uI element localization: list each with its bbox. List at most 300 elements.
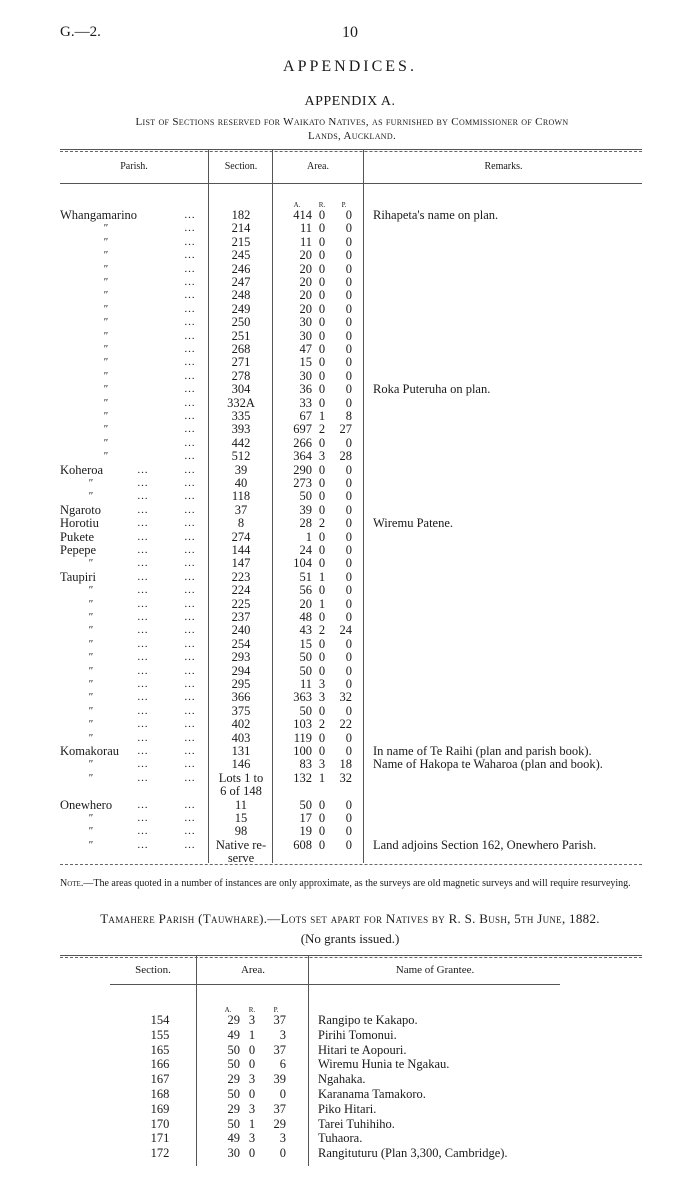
section-cell: 37	[234, 502, 248, 517]
leader-dots: …	[184, 235, 196, 248]
perches-cell: 0	[345, 811, 352, 825]
leader-dots: …	[184, 450, 196, 463]
roods-cell: 0	[248, 1042, 256, 1057]
acres-cell: 20	[299, 261, 312, 276]
table2-subcaption: (No grants issued.)	[300, 931, 400, 946]
perches-cell: 0	[345, 677, 352, 691]
roods-cell: 3	[248, 1131, 256, 1146]
acres-cell: 30	[299, 315, 312, 330]
perches-cell: 37	[273, 1101, 286, 1116]
perches-cell: 0	[345, 583, 352, 598]
leader-dots: …	[137, 678, 149, 690]
section-cell: 182	[231, 208, 251, 222]
roods-cell: 0	[318, 288, 326, 303]
note-text: —The areas quoted in a number of instances are only approximate, as the surveys are old magnetic surveys and will require resurveying.	[83, 878, 631, 889]
leader-dots: …	[137, 597, 149, 610]
table2-row	[0, 1057, 700, 1072]
acres-cell: 364	[293, 449, 312, 464]
leader-dots: …	[137, 557, 149, 570]
roods-cell: 0	[318, 435, 326, 450]
section-cell: 248	[231, 288, 251, 303]
perches-cell: 39	[273, 1072, 286, 1087]
roods-cell: 0	[318, 248, 326, 263]
section-cell: 402	[231, 717, 251, 732]
section-cell: 251	[231, 328, 251, 343]
leader-dots: …	[184, 356, 196, 369]
section-cell: 171	[150, 1131, 170, 1146]
acres-cell: 24	[299, 543, 312, 557]
acres-cell: 132	[293, 770, 312, 785]
section-cell: 249	[231, 301, 251, 316]
table1-header-rule	[60, 183, 642, 184]
section-cell: 247	[231, 275, 251, 289]
leader-dots: …	[137, 544, 149, 556]
leader-dots: …	[137, 570, 149, 583]
acres-cell: 20	[299, 248, 312, 263]
table1-row	[0, 369, 700, 383]
table1-row	[0, 570, 700, 584]
section-cell: 294	[231, 663, 251, 678]
table2-header-area: Area.	[240, 964, 266, 976]
acres-cell: 20	[299, 596, 312, 611]
leader-dots: …	[184, 463, 196, 476]
section-cell: 393	[231, 422, 251, 437]
section-cell: 169	[150, 1101, 170, 1116]
perches-cell: 0	[345, 382, 352, 397]
section-cell: 375	[231, 703, 251, 718]
roods-cell: 0	[318, 797, 326, 812]
parish-cell: Pepepe	[60, 543, 97, 557]
acres-cell: 48	[299, 610, 312, 624]
table1-note	[60, 877, 642, 890]
grantee-cell: Hitari te Aopouri.	[318, 1042, 407, 1057]
leader-dots: …	[184, 517, 196, 530]
leader-dots: …	[137, 704, 149, 717]
remarks-cell: Land adjoins Section 162, Onewhero Parish.	[373, 837, 597, 852]
roods-cell: 1	[318, 596, 326, 611]
parish-ditto-cell: "	[88, 611, 93, 623]
acres-cell: 17	[299, 811, 312, 825]
section-cell: 366	[231, 690, 251, 705]
parish-ditto-cell: "	[103, 436, 108, 449]
leader-dots: …	[184, 289, 196, 302]
section-cell: 295	[231, 677, 251, 691]
roods-cell: 0	[318, 315, 326, 330]
section-cell: 154	[150, 1013, 170, 1027]
perches-cell: 0	[345, 569, 352, 584]
table1-bottom-rule	[60, 864, 642, 865]
table2-header-section: Section.	[135, 964, 171, 976]
acres-cell: 273	[293, 476, 312, 490]
roods-cell: 0	[318, 543, 326, 557]
section-cell: 15	[234, 811, 248, 825]
table1-row	[0, 838, 700, 852]
section-cell: 224	[231, 583, 251, 598]
parish-ditto-cell: "	[88, 557, 93, 570]
parish-cell: Pukete	[60, 529, 95, 544]
perches-cell: 0	[345, 824, 352, 839]
leader-dots: …	[184, 329, 196, 342]
parish-cell: Whangamarino	[60, 208, 138, 222]
acres-cell: 50	[227, 1087, 240, 1101]
perches-cell: 3	[279, 1027, 286, 1042]
acres-cell: 104	[293, 556, 312, 571]
remarks-cell: In name of Te Raihi (plan and parish book).	[373, 744, 592, 758]
perches-cell: 0	[345, 556, 352, 571]
leader-dots: …	[184, 798, 196, 811]
grantee-cell: Tarei Tuhihiho.	[318, 1116, 395, 1131]
acres-cell: 15	[299, 355, 312, 370]
unit-roods: R.	[248, 1006, 256, 1014]
roods-cell: 0	[318, 462, 326, 477]
section-cell: 215	[231, 234, 251, 249]
leader-dots: …	[184, 396, 196, 409]
section-cell: 147	[231, 556, 251, 571]
grantee-cell: Ngahaka.	[318, 1072, 366, 1087]
roods-cell: 0	[318, 556, 326, 571]
perches-cell: 28	[339, 449, 352, 464]
perches-cell: 0	[345, 502, 352, 517]
roods-cell: 0	[318, 650, 326, 665]
acres-cell: 47	[299, 342, 312, 356]
acres-cell: 100	[293, 744, 312, 758]
acres-cell: 20	[299, 288, 312, 303]
parish-ditto-cell: "	[103, 356, 108, 369]
perches-cell: 0	[345, 234, 352, 249]
acres-cell: 20	[299, 275, 312, 289]
acres-cell: 1	[305, 529, 312, 544]
perches-cell: 0	[345, 610, 352, 624]
section-cell: 170	[150, 1116, 170, 1131]
leader-dots: …	[137, 584, 149, 597]
perches-cell: 0	[345, 261, 352, 276]
acres-cell: 28	[299, 516, 312, 531]
table2-top-rule	[60, 955, 642, 956]
leader-dots: …	[184, 825, 196, 838]
perches-cell: 0	[345, 730, 352, 745]
parish-ditto-cell: "	[88, 490, 93, 503]
perches-cell: 0	[345, 663, 352, 678]
leader-dots: …	[184, 436, 196, 449]
leader-dots: …	[137, 611, 149, 623]
table1-row	[0, 342, 700, 356]
leader-dots: …	[184, 597, 196, 610]
acres-cell: 50	[299, 489, 312, 504]
acres-cell: 119	[293, 730, 312, 745]
perches-cell: 0	[345, 650, 352, 665]
section-cell: 144	[231, 543, 251, 557]
roods-cell: 0	[318, 811, 326, 825]
table1-row	[0, 476, 700, 490]
table1-row	[0, 235, 700, 249]
roods-cell: 0	[318, 824, 326, 839]
perches-cell: 0	[345, 462, 352, 477]
parish-ditto-cell: "	[103, 249, 108, 262]
table1-caption-line1: List of Sections reserved for Waikato Natives, as furnished by Commissioner of Crown	[135, 116, 569, 128]
table1-header-parish: Parish.	[120, 161, 148, 172]
grantee-cell: Pirihi Tomonui.	[318, 1027, 397, 1042]
parish-ditto-cell: "	[103, 343, 108, 355]
roods-cell: 3	[318, 757, 326, 772]
acres-cell: 414	[293, 208, 312, 222]
section-cell: 245	[231, 248, 251, 263]
section-cell: 246	[231, 261, 251, 276]
table1-row	[0, 597, 700, 611]
table1-header-section: Section.	[224, 161, 258, 172]
section-cell: 271	[231, 355, 251, 370]
leader-dots: …	[137, 637, 149, 650]
parish-ditto-cell: "	[103, 410, 108, 422]
page-number: 10	[342, 24, 358, 41]
acres-cell: 49	[227, 1131, 240, 1146]
parish-ditto-cell: "	[88, 825, 93, 838]
perches-cell: 29	[273, 1116, 286, 1131]
section-cell: 98	[234, 824, 248, 839]
table2-row	[0, 1072, 700, 1087]
acres-cell: 50	[227, 1057, 240, 1072]
perches-cell: 0	[345, 315, 352, 330]
acres-cell: 608	[293, 837, 312, 852]
unit-perches: P.	[341, 201, 347, 209]
roods-cell: 0	[318, 275, 326, 289]
parish-ditto-cell: "	[88, 584, 93, 597]
acres-cell: 697	[293, 422, 312, 437]
table2-header-grantee: Name of Grantee.	[395, 964, 475, 976]
perches-cell: 0	[345, 797, 352, 812]
leader-dots: …	[184, 678, 196, 690]
acres-cell: 51	[299, 569, 312, 584]
section-cell: 223	[231, 569, 251, 584]
table1-row	[0, 664, 700, 678]
parish-ditto-cell: "	[103, 383, 108, 396]
perches-cell: 32	[339, 690, 352, 705]
leader-dots: …	[184, 503, 196, 516]
leader-dots: …	[184, 343, 196, 355]
section-cell: 11	[234, 797, 248, 812]
leader-dots: …	[137, 664, 149, 677]
table2-row	[0, 1028, 700, 1043]
perches-cell: 32	[339, 770, 352, 785]
parish-ditto-cell: "	[88, 704, 93, 717]
perches-cell: 0	[345, 476, 352, 490]
roods-cell: 2	[318, 422, 326, 437]
roods-cell: 0	[318, 730, 326, 745]
parish-cell: Taupiri	[60, 569, 96, 584]
grantee-cell: Wiremu Hunia te Ngakau.	[318, 1057, 450, 1072]
leader-dots: …	[184, 838, 196, 851]
acres-cell: 33	[299, 395, 312, 410]
leader-dots: …	[184, 369, 196, 382]
leader-dots: …	[184, 302, 196, 315]
perches-cell: 0	[345, 489, 352, 504]
perches-cell: 0	[345, 288, 352, 303]
perches-cell: 0	[345, 837, 352, 852]
table1-row	[0, 543, 700, 557]
table1-row	[0, 396, 700, 410]
table1-row	[0, 530, 700, 544]
table1-row	[0, 690, 700, 704]
perches-cell: 0	[345, 703, 352, 718]
perches-cell: 0	[279, 1087, 286, 1101]
roods-cell: 0	[318, 234, 326, 249]
table2-top-rule-dashed	[60, 957, 642, 958]
table1-row	[0, 811, 700, 825]
table1-row	[0, 262, 700, 276]
section-cell: 512	[231, 449, 251, 464]
table1-row	[0, 583, 700, 597]
leader-dots: …	[184, 731, 196, 744]
leader-dots: …	[137, 718, 149, 731]
leader-dots: …	[137, 624, 149, 637]
leader-dots: …	[184, 745, 196, 757]
section-cell: 118	[231, 489, 251, 504]
table1-row	[0, 771, 700, 785]
acres-cell: 30	[227, 1146, 240, 1161]
perches-cell: 27	[339, 422, 352, 437]
acres-cell: 56	[299, 583, 312, 598]
section-cell: Lots 1 to	[218, 770, 264, 785]
roods-cell: 3	[318, 449, 326, 464]
roods-cell: 0	[318, 502, 326, 517]
leader-dots: …	[184, 651, 196, 664]
acres-cell: 290	[293, 462, 312, 477]
roods-cell: 3	[318, 677, 326, 691]
leader-dots: …	[137, 517, 149, 530]
leader-dots: …	[184, 209, 196, 221]
roods-cell: 3	[248, 1013, 256, 1027]
table1-row	[0, 221, 700, 235]
table1-row	[0, 302, 700, 316]
document-reference: G.—2.	[60, 24, 101, 40]
table1-header-area: Area.	[307, 161, 329, 172]
table1-row	[0, 637, 700, 651]
table1-header-remarks: Remarks.	[484, 161, 523, 172]
roods-cell: 0	[318, 837, 326, 852]
leader-dots: …	[137, 745, 149, 757]
acres-cell: 29	[227, 1101, 240, 1116]
roods-cell: 3	[318, 690, 326, 705]
perches-cell: 0	[345, 636, 352, 651]
acres-cell: 11	[299, 677, 312, 691]
leader-dots: …	[184, 222, 196, 235]
table2-row	[0, 1013, 700, 1028]
table2-row	[0, 1087, 700, 1102]
parish-cell: Komakorau	[60, 744, 120, 758]
perches-cell: 6	[279, 1057, 286, 1072]
roods-cell: 3	[248, 1101, 256, 1116]
table1-row	[0, 650, 700, 664]
perches-cell: 0	[279, 1146, 286, 1161]
section-cell: 254	[231, 636, 251, 651]
table1-row	[0, 623, 700, 637]
roods-cell: 0	[318, 529, 326, 544]
table1-row	[0, 436, 700, 450]
leader-dots: …	[137, 771, 149, 784]
acres-cell: 11	[299, 221, 312, 236]
section-cell: 6 of 148	[220, 784, 262, 799]
parish-ditto-cell: "	[88, 718, 93, 731]
table1-row	[0, 824, 700, 838]
table2-row	[0, 1102, 700, 1117]
unit-roods: R.	[318, 201, 326, 209]
acres-cell: 36	[299, 382, 312, 397]
roods-cell: 1	[318, 569, 326, 584]
parish-ditto-cell: "	[88, 771, 93, 784]
leader-dots: …	[137, 838, 149, 851]
section-cell: 274	[231, 529, 251, 544]
leader-dots: …	[184, 584, 196, 597]
leader-dots: …	[184, 624, 196, 637]
unit-acres: A.	[224, 1006, 232, 1014]
table1-row	[0, 503, 700, 517]
leader-dots: …	[184, 477, 196, 489]
roods-cell: 0	[318, 476, 326, 490]
acres-cell: 19	[299, 824, 312, 839]
table1-row	[0, 784, 700, 798]
parish-ditto-cell: "	[103, 316, 108, 329]
section-cell: 250	[231, 315, 251, 330]
roods-cell: 1	[248, 1027, 256, 1042]
leader-dots: …	[137, 758, 149, 771]
roods-cell: 2	[318, 717, 326, 732]
section-cell: 278	[231, 368, 251, 383]
leader-dots: …	[137, 503, 149, 516]
section-cell: 335	[231, 409, 251, 423]
leader-dots: …	[184, 383, 196, 396]
parish-ditto-cell: "	[88, 678, 93, 690]
unit-perches: P.	[273, 1006, 279, 1014]
table1-row	[0, 744, 700, 758]
roods-cell: 3	[248, 1072, 256, 1087]
leader-dots: …	[184, 410, 196, 422]
table1-row	[0, 798, 700, 812]
leader-dots: …	[184, 249, 196, 262]
section-cell: 225	[231, 596, 251, 611]
section-cell: 214	[231, 221, 251, 236]
acres-cell: 43	[299, 623, 312, 638]
leader-dots: …	[184, 490, 196, 503]
roods-cell: 0	[318, 395, 326, 410]
perches-cell: 0	[345, 368, 352, 383]
section-cell: 146	[231, 757, 251, 772]
section-cell: 268	[231, 342, 251, 356]
perches-cell: 0	[345, 596, 352, 611]
perches-cell: 18	[339, 757, 352, 772]
section-cell: 332A	[227, 395, 255, 410]
table1-row	[0, 248, 700, 262]
acres-cell: 29	[227, 1013, 240, 1027]
roods-cell: 0	[318, 382, 326, 397]
roods-cell: 0	[318, 261, 326, 276]
section-cell: 131	[231, 744, 251, 758]
perches-cell: 0	[345, 248, 352, 263]
parish-ditto-cell: "	[88, 477, 93, 489]
parish-ditto-cell: "	[88, 624, 93, 637]
leader-dots: …	[184, 718, 196, 731]
roods-cell: 0	[318, 703, 326, 718]
remarks-cell: Wiremu Patene.	[373, 516, 454, 531]
acres-cell: 50	[227, 1116, 240, 1131]
leader-dots: …	[184, 316, 196, 329]
parish-cell: Onewhero	[60, 797, 113, 812]
acres-cell: 30	[299, 328, 312, 343]
table2-header-rule	[110, 984, 560, 985]
acres-cell: 83	[299, 757, 312, 772]
parish-ditto-cell: "	[88, 597, 93, 610]
leader-dots: …	[184, 771, 196, 784]
table1-row	[0, 315, 700, 329]
leader-dots: …	[184, 544, 196, 556]
